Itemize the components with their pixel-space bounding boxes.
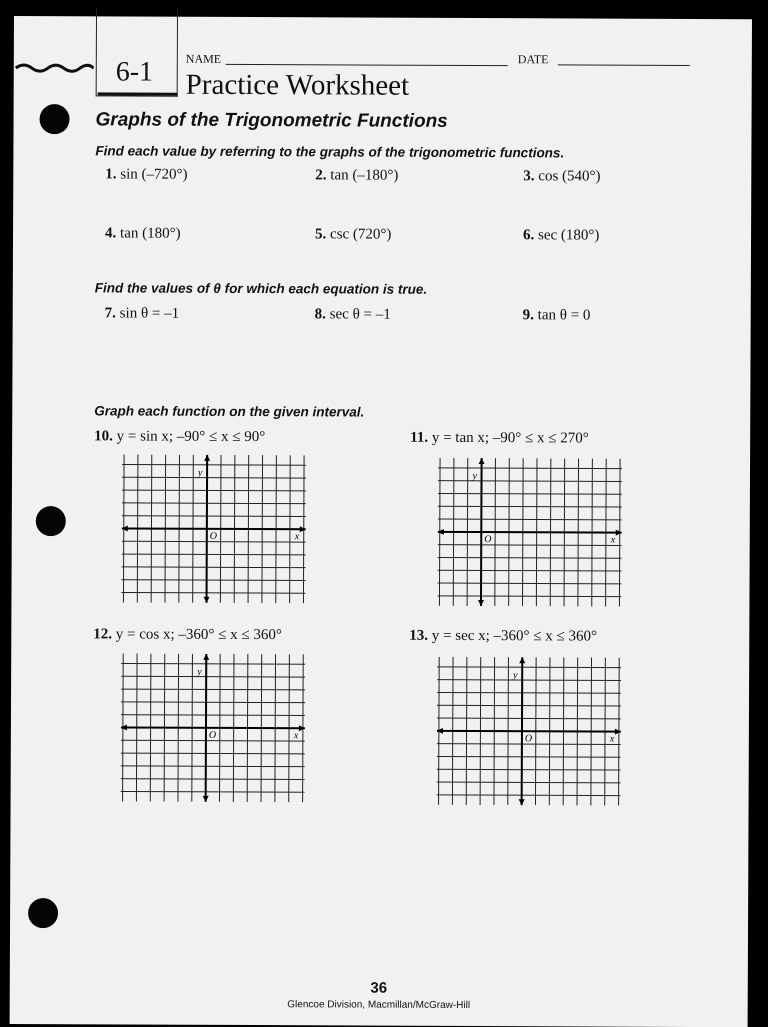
grid-line-horizontal — [438, 545, 622, 546]
grid-line-horizontal — [437, 596, 621, 597]
grid-line-horizontal — [438, 468, 622, 469]
grid-line-horizontal — [438, 506, 622, 507]
y-axis-label: y — [513, 669, 518, 682]
grid-line-horizontal — [121, 791, 305, 792]
origin-label: O — [524, 733, 533, 745]
grid-line-horizontal — [437, 718, 621, 719]
x-axis-arrow-icon — [437, 728, 443, 734]
instruction-3: Graph each function on the given interval. — [94, 403, 365, 420]
grid-line-horizontal — [121, 779, 305, 780]
y-axis-label: y — [472, 470, 478, 482]
origin-label: O — [209, 530, 218, 542]
x-axis-arrow-icon — [616, 530, 622, 536]
x-axis-label: x — [294, 531, 300, 543]
grid-line-horizontal — [121, 702, 305, 703]
grid-line-horizontal — [122, 554, 306, 555]
x-axis-label: x — [293, 730, 299, 742]
grid-line-horizontal — [122, 490, 306, 491]
y-axis-arrow-icon — [519, 799, 525, 805]
grid-line-horizontal — [438, 519, 622, 520]
instruction-1: Find each value by referring to the graphs of the trigonometric functions. — [95, 143, 565, 161]
grid-line-horizontal — [122, 464, 306, 465]
grid-line-horizontal — [437, 692, 621, 693]
grid-line-horizontal — [438, 481, 622, 482]
grid-line-horizontal — [438, 557, 622, 558]
problem-7: 7. sin θ = –1 — [104, 305, 180, 322]
problem-11: 11. y = tan x; –90° ≤ x ≤ 270° — [410, 429, 589, 447]
page-title: Practice Worksheet — [185, 68, 410, 102]
grid-line-horizontal — [437, 680, 621, 681]
y-axis-label: y — [198, 467, 203, 479]
x-axis-arrow-icon — [121, 724, 127, 730]
date-line — [558, 64, 690, 66]
x-axis — [438, 532, 622, 533]
grid-line-horizontal — [121, 766, 305, 767]
graph-grid-12[interactable] — [121, 653, 306, 802]
publisher-credit: Glencoe Division, Macmillan/McGraw-Hill — [287, 999, 471, 1011]
name-line — [226, 64, 508, 66]
grid-line-horizontal — [121, 753, 305, 754]
x-axis-arrow-icon — [122, 525, 128, 531]
x-axis-arrow-icon — [438, 529, 444, 535]
grid-line-horizontal — [122, 477, 306, 478]
lesson-number: 6-1 — [115, 56, 154, 88]
problem-9: 9. tan θ = 0 — [522, 307, 591, 324]
instruction-2: Find the values of θ for which each equation is true. — [94, 280, 428, 297]
grid-line-horizontal — [121, 689, 305, 690]
page-number: 36 — [370, 979, 388, 997]
x-axis-arrow-icon — [300, 526, 306, 532]
binder-hole-top — [39, 104, 69, 134]
worksheet-page — [10, 16, 752, 1027]
section-subtitle: Graphs of the Trigonometric Functions — [95, 109, 448, 132]
grid-line-horizontal — [438, 583, 622, 584]
graph-grid-10[interactable] — [121, 454, 306, 603]
x-axis-label: x — [610, 534, 616, 546]
grid-line-horizontal — [437, 756, 621, 757]
grid-line-horizontal — [437, 782, 621, 783]
grid-line-horizontal — [438, 570, 622, 571]
origin-label: O — [208, 729, 217, 741]
problem-6: 6. sec (180°) — [523, 227, 600, 244]
problem-8: 8. sec θ = –1 — [314, 306, 391, 323]
grid-line-horizontal — [122, 567, 306, 568]
x-axis-arrow-icon — [299, 725, 305, 731]
grid-line-horizontal — [121, 676, 305, 677]
x-axis-label: x — [609, 733, 615, 745]
problem-1: 1. sin (–720°) — [105, 166, 188, 183]
grid-line-horizontal — [122, 516, 306, 517]
x-axis — [122, 528, 306, 529]
grid-line-horizontal — [121, 663, 305, 664]
y-axis-arrow-icon — [204, 597, 210, 603]
grid-line-horizontal — [122, 580, 306, 581]
graph-grid-11[interactable] — [437, 458, 622, 607]
x-axis — [121, 727, 305, 728]
y-axis-arrow-icon — [519, 657, 525, 663]
problem-4: 4. tan (180°) — [105, 225, 181, 242]
date-label: DATE — [517, 52, 549, 67]
squiggle-mark — [14, 58, 94, 78]
grid-line-horizontal — [121, 592, 305, 593]
problem-3: 3. cos (540°) — [523, 168, 601, 185]
grid-line-horizontal — [121, 715, 305, 716]
name-label: NAME — [185, 51, 222, 66]
y-axis-arrow-icon — [204, 455, 210, 461]
binder-hole-middle — [36, 506, 66, 536]
problem-12: 12. y = cos x; –360° ≤ x ≤ 360° — [93, 626, 282, 644]
grid-line-horizontal — [438, 493, 622, 494]
lesson-underline — [98, 92, 178, 95]
problem-5: 5. csc (720°) — [315, 226, 392, 243]
x-axis — [437, 731, 621, 732]
grid-line-horizontal — [122, 503, 306, 504]
problem-2: 2. tan (–180°) — [315, 167, 399, 184]
origin-label: O — [484, 534, 492, 546]
y-axis-arrow-icon — [203, 654, 209, 660]
grid-line-horizontal — [437, 667, 621, 668]
grid-line-horizontal — [437, 705, 621, 706]
y-axis-label: y — [197, 666, 202, 678]
problem-10: 10. y = sin x; –90° ≤ x ≤ 90° — [94, 428, 266, 446]
y-axis-arrow-icon — [478, 600, 484, 606]
problem-13: 13. y = sec x; –360° ≤ x ≤ 360° — [409, 627, 598, 645]
grid-line-horizontal — [437, 769, 621, 770]
graph-grid-13[interactable] — [437, 657, 622, 806]
y-axis-arrow-icon — [203, 796, 209, 802]
x-axis-arrow-icon — [615, 729, 621, 735]
binder-hole-bottom — [28, 898, 58, 928]
grid-line-horizontal — [437, 795, 621, 796]
y-axis-arrow-icon — [479, 458, 485, 464]
